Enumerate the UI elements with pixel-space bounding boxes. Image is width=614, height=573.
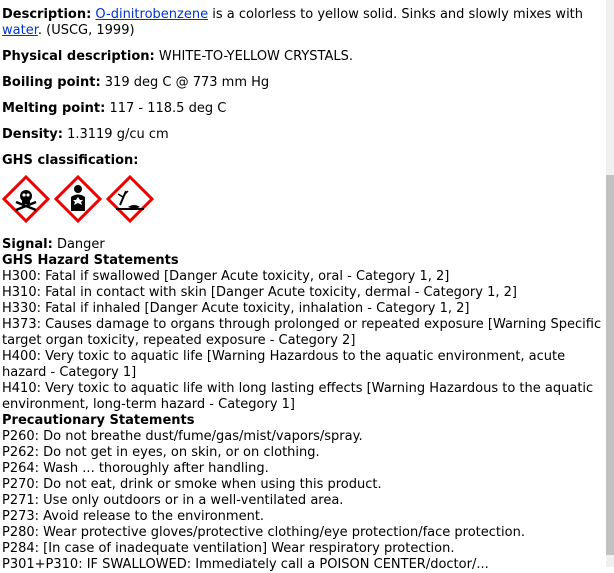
ghs-classification-field [2,153,606,169]
chemical-info-panel [2,7,606,573]
precautionary-statements-title: Precautionary Statements [2,413,195,428]
density-label: Density: [2,127,63,142]
precautionary-statement: P262: Do not get in eyes, on skin, or on clothing. [2,445,320,460]
signal-label: Signal: [2,237,53,252]
scrollbar-thumb[interactable] [606,175,614,555]
precautionary-statement: P260: Do not breathe dust/fume/gas/mist/vapors/spray. [2,429,363,444]
chemical-link[interactable]: O-dinitrobenzene [95,7,209,22]
melting-point-label: Melting point: [2,101,106,116]
signal-field [2,237,606,253]
hazard-statement: H400: Very toxic to aquatic life [Warning Hazardous to the aquatic environment, acute hazard - Category 1] [2,349,566,380]
melting-point-value: 117 - 118.5 deg C [105,101,227,116]
density-field [2,127,606,143]
density-value: 1.3119 g/cu cm [62,127,169,142]
physical-description-field [2,49,606,65]
physical-description-label: Physical description: [2,49,155,64]
precautionary-statement: P280: Wear protective gloves/protective clothing/eye protection/face protection. [2,525,525,540]
vertical-scrollbar[interactable] [606,0,614,567]
boiling-point-field [2,75,606,91]
precautionary-statement: P284: [In case of inadequate ventilation] Wear respiratory protection. [2,541,455,556]
precautionary-statement: P271: Use only outdoors or in a well-ventilated area. [2,493,344,508]
precautionary-statement: P270: Do not eat, drink or smoke when using this product. [2,477,382,492]
description-source: . (USCG, 1999) [37,23,135,38]
precautionary-statement: P301+P310: IF SWALLOWED: Immediately call a POISON CENTER/doctor/... [2,557,489,572]
ghs-pictograms [2,175,606,227]
hazard-statement: H300: Fatal if swallowed [Danger Acute toxicity, oral - Category 1, 2] [2,269,450,284]
boiling-point-label: Boiling point: [2,75,101,90]
boiling-point-value: 319 deg C @ 773 mm Hg [100,75,270,90]
water-link[interactable]: water [2,23,38,38]
ghs-statements [2,237,606,573]
signal-value: Danger [52,237,105,252]
melting-point-field [2,101,606,117]
hazard-statements-title: GHS Hazard Statements [2,253,179,268]
description-field [2,7,606,39]
physical-description-value: WHITE-TO-YELLOW CRYSTALS. [154,49,353,64]
description-label: Description: [2,7,92,22]
hazard-statement: H373: Causes damage to organs through prolonged or repeated exposure [Warning Specific target organ toxicity, repeated exposure - Category 2] [2,317,602,348]
hazard-statement: H410: Very toxic to aquatic life with long lasting effects [Warning Hazardous to the aquatic environment, long-term hazard - Category 1] [2,381,594,412]
environment-icon [106,175,154,223]
hazard-statement: H330: Fatal if inhaled [Danger Acute toxicity, inhalation - Category 1, 2] [2,301,470,316]
precautionary-statement: P264: Wash ... thoroughly after handling. [2,461,269,476]
health-hazard-icon [54,175,102,223]
ghs-classification-label: GHS classification: [2,153,139,168]
precautionary-statement: P273: Avoid release to the environment. [2,509,265,524]
description-text: is a colorless to yellow solid. Sinks and slowly mixes with [208,7,584,22]
hazard-statement: H310: Fatal in contact with skin [Danger Acute toxicity, dermal - Category 1, 2] [2,285,517,300]
skull-crossbones-icon [2,175,50,223]
